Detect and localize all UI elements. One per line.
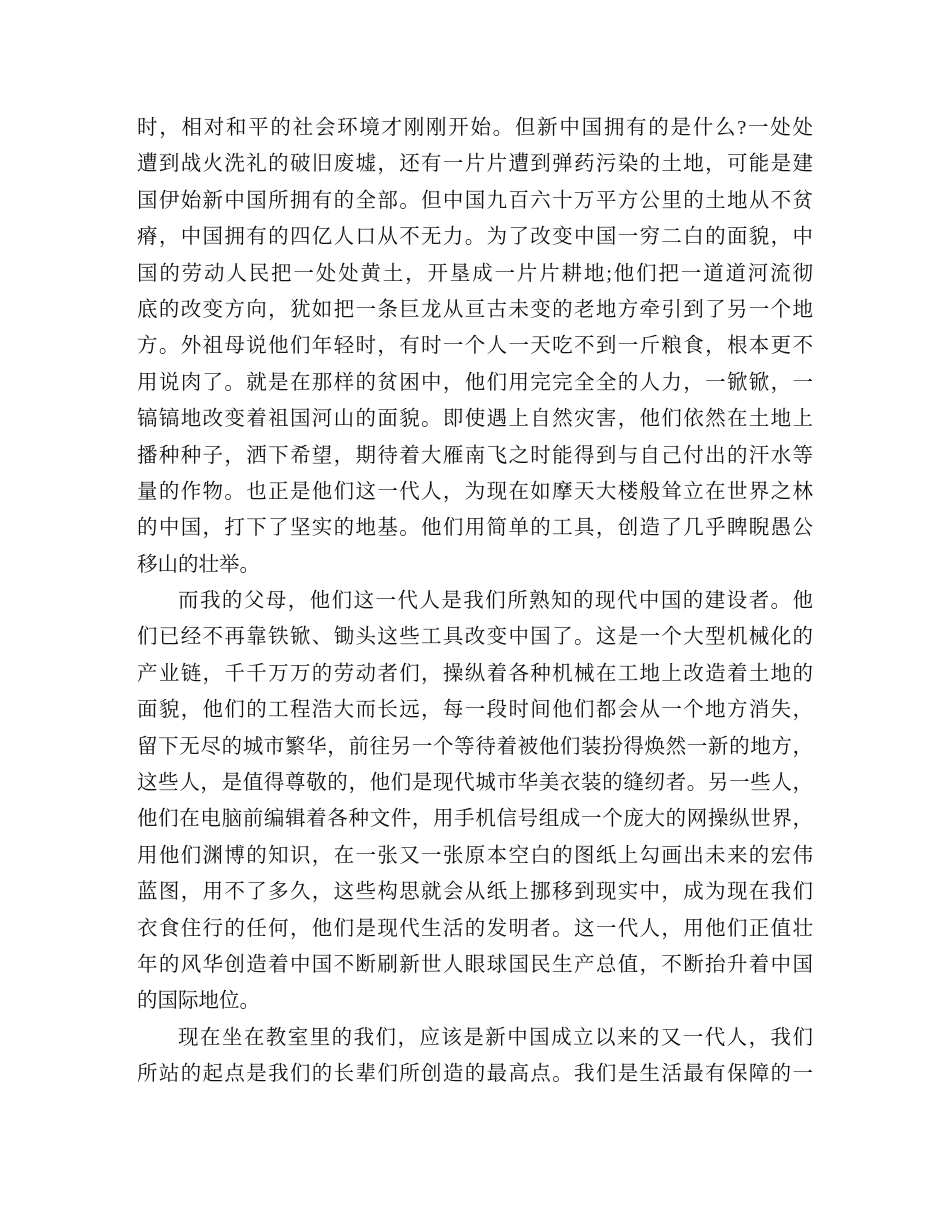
text-line: 而我的父母，他们这一代人是我们所熟知的现代中国的建设者。他 [178,590,813,613]
text-line: 国伊始新中国所拥有的全部。但中国九百六十万平方公里的土地从不贫 [137,189,813,212]
text-line: 遭到战火洗礼的破旧废墟，还有一片片遭到弹药污染的土地，可能是建 [137,153,813,176]
text-line: 镐镐地改变着祖国河山的面貌。即使遇上自然灾害，他们依然在土地上 [137,408,813,431]
paragraph [137,110,813,583]
text-line: 时，相对和平的社会环境才刚刚开始。但新中国拥有的是什么?一处处 [137,117,813,139]
text-line: 瘠，中国拥有的四亿人口从不无力。为了改变中国一穷二白的面貌，中 [137,226,813,249]
text-line: 面貌，他们的工程浩大而长远，每一段时间他们都会从一个地方消失， [137,699,813,722]
text-line: 产业链，千千万万的劳动者们，操纵着各种机械在工地上改造着土地的 [137,662,813,685]
text-line: 底的改变方向，犹如把一条巨龙从亘古未变的老地方牵引到了另一个地 [137,298,813,321]
document-body [137,110,813,1093]
text-line: 这些人，是值得尊敬的，他们是现代城市华美衣装的缝纫者。另一些人， [137,772,813,795]
text-line: 们已经不再靠铁锨、锄头这些工具改变中国了。这是一个大型机械化的 [137,626,813,649]
text-line: 年的风华创造着中国不断刷新世人眼球国民生产总值，不断抬升着中国 [137,953,813,976]
text-line: 用说肉了。就是在那样的贫困中，他们用完完全全的人力，一锨锨，一 [137,371,813,394]
text-line: 的国际地位。 [137,990,260,1013]
text-line: 所站的起点是我们的长辈们所创造的最高点。我们是生活最有保障的一 [137,1063,813,1086]
text-line: 用他们渊博的知识，在一张又一张原本空白的图纸上勾画出未来的宏伟 [137,844,813,867]
paragraph [137,1020,813,1093]
text-line: 留下无尽的城市繁华，前往另一个等待着被他们装扮得焕然一新的地方， [137,735,813,758]
text-line: 移山的壮举。 [137,553,260,576]
text-line: 国的劳动人民把一处处黄土，开垦成一片片耕地;他们把一道道河流彻 [137,262,813,285]
paragraph [137,583,813,1020]
text-line: 他们在电脑前编辑着各种文件，用手机信号组成一个庞大的网操纵世界， [137,808,813,831]
text-line: 量的作物。也正是他们这一代人，为现在如摩天大楼般耸立在世界之林 [137,480,813,503]
text-line: 的中国，打下了坚实的地基。他们用简单的工具，创造了几乎睥睨愚公 [137,517,813,540]
text-line: 蓝图，用不了多久，这些构思就会从纸上挪移到现实中，成为现在我们 [137,881,813,904]
text-line: 方。外祖母说他们年轻时，有时一个人一天吃不到一斤粮食，根本更不 [137,335,813,358]
text-line: 现在坐在教室里的我们，应该是新中国成立以来的又一代人，我们 [178,1026,813,1049]
text-line: 衣食住行的任何，他们是现代生活的发明者。这一代人，用他们正值壮 [137,917,813,940]
text-line: 播种种子，洒下希望，期待着大雁南飞之时能得到与自己付出的汗水等 [137,444,813,467]
